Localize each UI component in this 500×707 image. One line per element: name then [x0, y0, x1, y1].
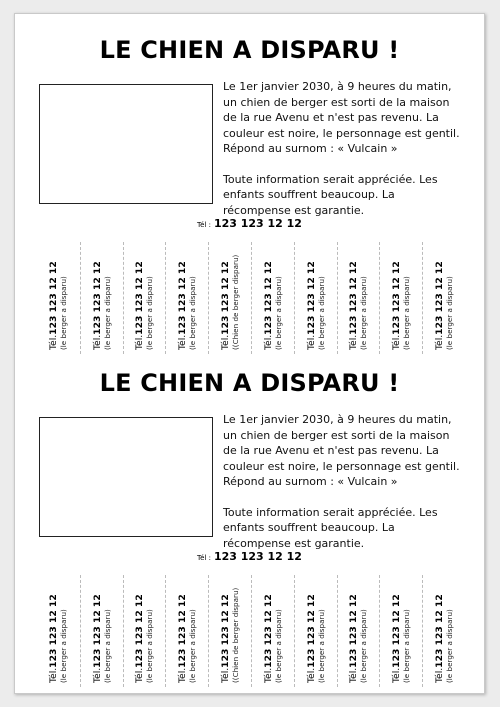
tab-note: (le berger a disparu): [359, 276, 369, 350]
tab-note: (le berger a disparu): [273, 276, 283, 350]
tab-note: (le berger a disparu): [102, 609, 112, 683]
tab-note: (le berger a disparu): [145, 609, 155, 683]
tab-note: (le berger a disparu): [316, 609, 326, 683]
tab-phone: [263, 579, 274, 683]
tab-phone-number: 123 123 12 12: [177, 594, 189, 668]
tab-phone-number: 123 123 12 12: [177, 261, 189, 335]
description-paragraph: Le 1er janvier 2030, à 9 heures du matin, un chien de berger est sorti de la maison de la rue Avenu et n'est pas revenu. La couleur est noire, le personnage est gentil. Répond au surnom : « Vulcain »: [223, 413, 460, 488]
tab-phone-prefix: Tél.: [48, 334, 60, 350]
tab-phone: [306, 246, 317, 350]
tear-off-tab[interactable]: [422, 575, 465, 687]
tear-off-tab[interactable]: [337, 242, 380, 354]
flyer-description: [223, 412, 463, 551]
tear-off-tab[interactable]: [422, 242, 465, 354]
tab-phone: [391, 579, 402, 683]
tab-phone: [434, 579, 445, 683]
tab-note: ((Chien de berger disparu): [231, 587, 241, 683]
tab-phone-number: 123 123 12 12: [262, 261, 274, 335]
description-paragraph: Le 1er janvier 2030, à 9 heures du matin, un chien de berger est sorti de la maison de la rue Avenu et n'est pas revenu. La couleur est noire, le personnage est gentil. Répond au surnom : « Vulcain »: [223, 80, 460, 155]
tab-content: [391, 579, 411, 683]
tab-phone: [263, 246, 274, 350]
tab-note: (le berger a disparu): [102, 276, 112, 350]
tab-content: [348, 246, 368, 350]
tab-phone-prefix: Tél.: [48, 667, 60, 683]
phone-label: Tél :: [197, 221, 211, 229]
tab-phone-prefix: Tél.: [434, 334, 446, 350]
tab-phone-prefix: Tél.: [348, 667, 360, 683]
tab-phone-prefix: Tél.: [177, 667, 189, 683]
tab-phone: [48, 246, 59, 350]
tab-phone-prefix: Tél.: [305, 667, 317, 683]
tab-phone-number: 123 123 12 12: [220, 594, 232, 668]
tab-phone-prefix: Tél.: [391, 334, 403, 350]
tab-content: [263, 579, 283, 683]
phone-label: Tél :: [197, 554, 211, 562]
tear-off-tab[interactable]: [80, 575, 123, 687]
flyer-description: [223, 79, 463, 218]
tab-phone: [220, 246, 231, 350]
tab-phone-number: 123 123 12 12: [305, 594, 317, 668]
tab-phone-prefix: Tél.: [177, 334, 189, 350]
tab-note: (le berger a disparu): [188, 609, 198, 683]
tab-phone-number: 123 123 12 12: [348, 261, 360, 335]
tab-note: (le berger a disparu): [145, 276, 155, 350]
tab-note: (le berger a disparu): [402, 276, 412, 350]
tab-content: [48, 579, 68, 683]
tab-phone-number: 123 123 12 12: [434, 261, 446, 335]
tab-phone-number: 123 123 12 12: [348, 594, 360, 668]
photo-placeholder: [39, 84, 213, 204]
tab-phone-number: 123 123 12 12: [91, 261, 103, 335]
tab-phone: [134, 246, 145, 350]
tear-off-tab[interactable]: [165, 242, 208, 354]
tab-phone: [177, 246, 188, 350]
tear-off-tabs: [37, 242, 465, 354]
tear-off-tab[interactable]: [251, 242, 294, 354]
tab-note: (le berger a disparu): [273, 609, 283, 683]
tab-content: [48, 246, 68, 350]
tab-phone-number: 123 123 12 12: [48, 261, 60, 335]
phone-number: 123 123 12 12: [213, 550, 302, 563]
tab-phone: [348, 579, 359, 683]
tab-phone-number: 123 123 12 12: [91, 594, 103, 668]
tab-content: [263, 246, 283, 350]
tab-phone: [134, 579, 145, 683]
tab-phone: [306, 579, 317, 683]
tab-content: [92, 579, 112, 683]
tear-off-tab[interactable]: [337, 575, 380, 687]
tab-content: [220, 579, 240, 683]
tab-phone-prefix: Tél.: [134, 667, 146, 683]
tab-note: (le berger a disparu): [59, 609, 69, 683]
tab-phone-prefix: Tél.: [91, 667, 103, 683]
tab-content: [348, 579, 368, 683]
tab-note: (le berger a disparu): [188, 276, 198, 350]
tab-content: [177, 246, 197, 350]
tab-content: [306, 579, 326, 683]
tear-off-tab[interactable]: [379, 242, 422, 354]
tab-phone-number: 123 123 12 12: [134, 261, 146, 335]
tab-phone-prefix: Tél.: [134, 334, 146, 350]
tab-note: (le berger a disparu): [59, 276, 69, 350]
tab-content: [434, 246, 454, 350]
tear-off-tab[interactable]: [294, 242, 337, 354]
tab-phone-prefix: Tél.: [91, 334, 103, 350]
tab-content: [391, 246, 411, 350]
tab-phone-number: 123 123 12 12: [305, 261, 317, 335]
tab-content: [220, 246, 240, 350]
tab-content: [92, 246, 112, 350]
tab-phone-prefix: Tél.: [305, 334, 317, 350]
tab-phone: [92, 579, 103, 683]
tab-phone: [434, 246, 445, 350]
tab-note: (le berger a disparu): [445, 609, 455, 683]
tab-content: [134, 246, 154, 350]
tab-note: (le berger a disparu): [445, 276, 455, 350]
tear-off-tab[interactable]: [294, 575, 337, 687]
tab-phone: [348, 246, 359, 350]
tab-content: [134, 579, 154, 683]
tear-off-tab[interactable]: [208, 575, 251, 687]
tab-content: [434, 579, 454, 683]
photo-placeholder: [39, 417, 213, 537]
tab-phone-number: 123 123 12 12: [391, 261, 403, 335]
phone-number: 123 123 12 12: [213, 217, 302, 230]
tab-phone-prefix: Tél.: [220, 667, 232, 683]
tab-phone: [391, 246, 402, 350]
tab-note: ((Chien de berger disparu): [231, 254, 241, 350]
tab-phone: [92, 246, 103, 350]
tab-content: [306, 246, 326, 350]
tear-off-tab[interactable]: [208, 242, 251, 354]
flyer-title: LE CHIEN A DISPARU !: [99, 36, 400, 64]
tear-off-tab[interactable]: [123, 242, 166, 354]
tear-off-tab[interactable]: [80, 242, 123, 354]
tab-phone-prefix: Tél.: [262, 334, 274, 350]
tab-phone: [48, 579, 59, 683]
tab-note: (le berger a disparu): [402, 609, 412, 683]
tear-off-tab[interactable]: [379, 575, 422, 687]
flyer-top: [15, 20, 484, 355]
tear-off-tab[interactable]: [37, 575, 80, 687]
tab-note: (le berger a disparu): [316, 276, 326, 350]
tab-phone-prefix: Tél.: [434, 667, 446, 683]
tab-phone-prefix: Tél.: [262, 667, 274, 683]
tear-off-tab[interactable]: [251, 575, 294, 687]
contact-phone: [15, 550, 484, 563]
description-paragraph: Toute information serait appréciée. Les enfants souffrent beaucoup. La récompense est garantie.: [223, 505, 438, 550]
tear-off-tab[interactable]: [165, 575, 208, 687]
tear-off-tabs: [37, 575, 465, 687]
tab-note: (le berger a disparu): [359, 609, 369, 683]
flyer-title: LE CHIEN A DISPARU !: [99, 369, 400, 397]
tab-phone-number: 123 123 12 12: [48, 594, 60, 668]
description-paragraph: Toute information serait appréciée. Les enfants souffrent beaucoup. La récompense est garantie.: [223, 172, 438, 217]
tear-off-tab[interactable]: [37, 242, 80, 354]
tab-phone: [220, 579, 231, 683]
tab-content: [177, 579, 197, 683]
tear-off-tab[interactable]: [123, 575, 166, 687]
tab-phone-prefix: Tél.: [220, 334, 232, 350]
tab-phone-prefix: Tél.: [391, 667, 403, 683]
tab-phone-number: 123 123 12 12: [262, 594, 274, 668]
tab-phone-number: 123 123 12 12: [134, 594, 146, 668]
tab-phone-prefix: Tél.: [348, 334, 360, 350]
flyer-sheet: [14, 13, 485, 694]
tab-phone: [177, 579, 188, 683]
contact-phone: [15, 217, 484, 230]
tab-phone-number: 123 123 12 12: [391, 594, 403, 668]
flyer-bottom: [15, 353, 484, 688]
tab-phone-number: 123 123 12 12: [220, 261, 232, 335]
tab-phone-number: 123 123 12 12: [434, 594, 446, 668]
